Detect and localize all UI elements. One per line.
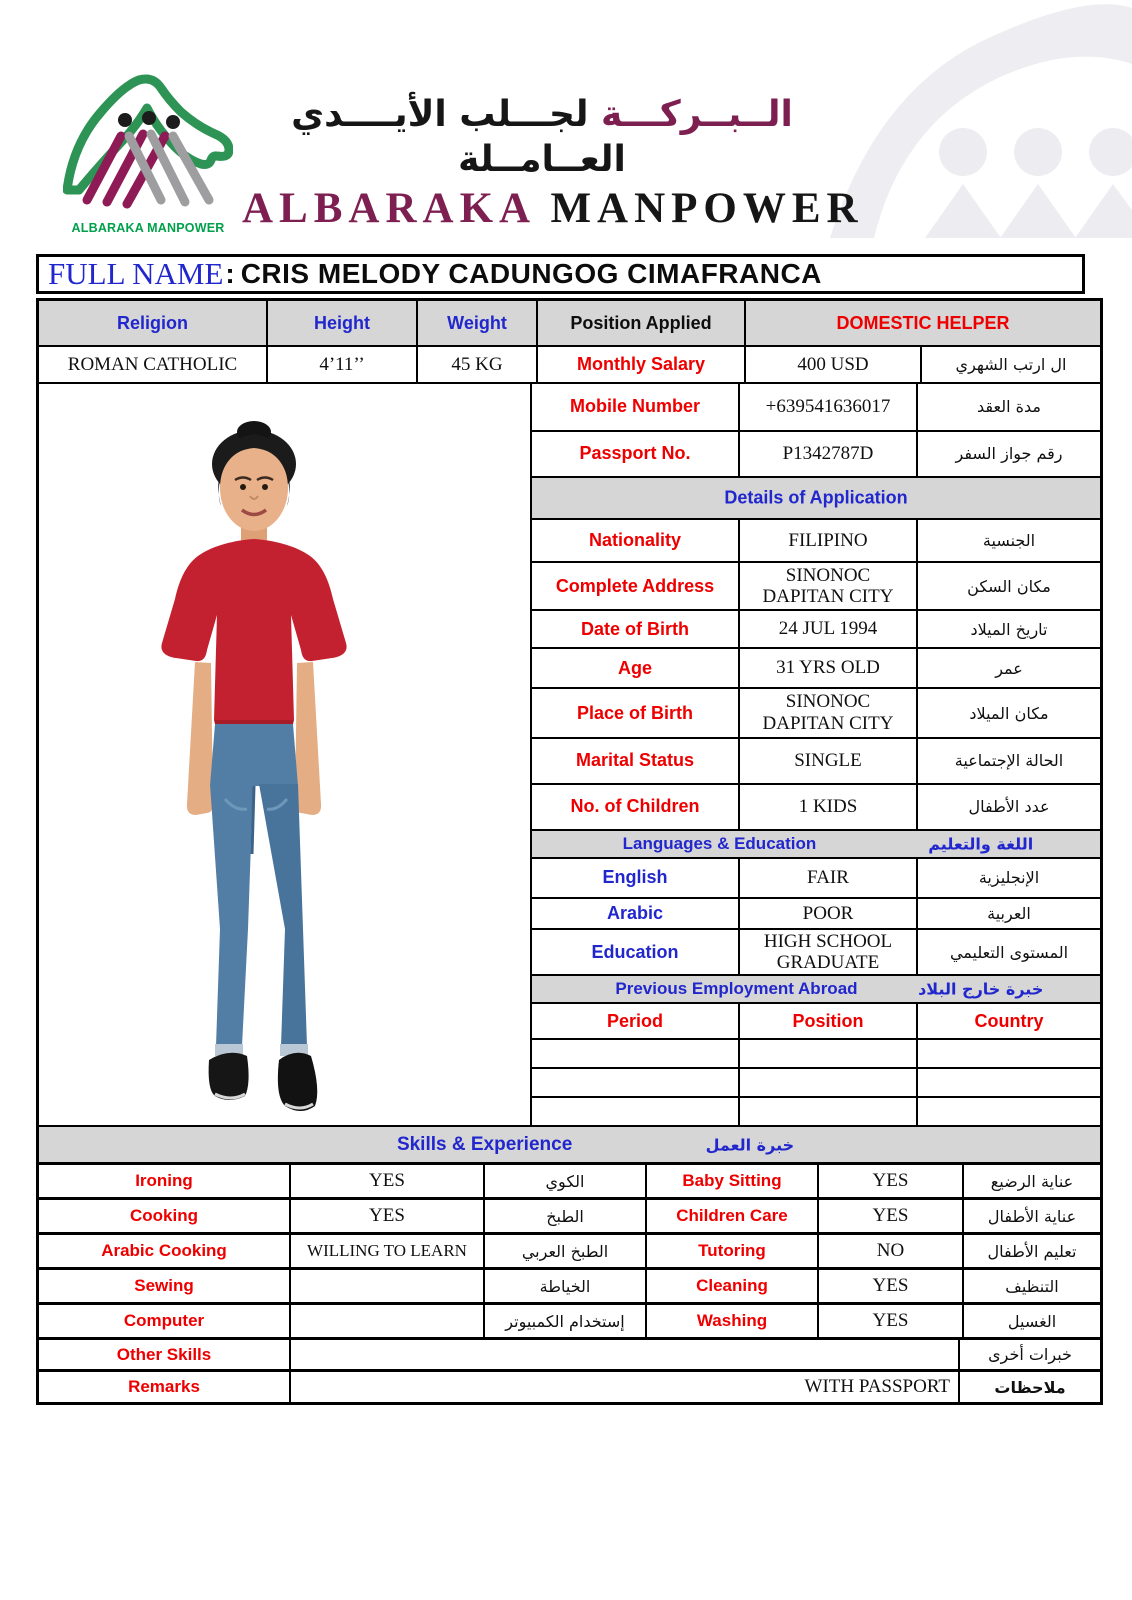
- employment-period-cell: [532, 1098, 738, 1125]
- cleaning-value: YES: [817, 1270, 962, 1302]
- applicant-photo: [39, 384, 530, 1125]
- religion-header: Religion: [117, 312, 188, 333]
- education-label: Education: [591, 941, 679, 962]
- field-row-mobile: [532, 384, 1100, 430]
- marital-label-ar: الحالة الإجتماعية: [916, 739, 1100, 783]
- brand-name-secondary: MANPOWER: [550, 185, 864, 232]
- remarks-label-ar: ملاحظات: [958, 1372, 1100, 1402]
- full-name-bar: [36, 254, 1085, 294]
- nationality-label-ar: الجنسية: [916, 520, 1100, 562]
- nationality-value: FILIPINO: [738, 520, 916, 562]
- brand-arabic-first-word: الــبــركـــة: [601, 94, 793, 135]
- mobile-number-label: Mobile Number: [569, 396, 700, 417]
- skills-section-title-ar: خبرة العمل: [705, 1135, 795, 1154]
- position-applied-header: Position Applied: [536, 301, 744, 345]
- marital-label: Marital Status: [575, 750, 695, 771]
- tutoring-label-ar: تعليم الأطفال: [962, 1235, 1100, 1267]
- field-row-education: [532, 928, 1100, 974]
- cleaning-label: Cleaning: [645, 1270, 817, 1302]
- other-skills-value: [289, 1340, 958, 1369]
- cooking-value: YES: [289, 1200, 483, 1232]
- cooking-label: Cooking: [130, 1206, 198, 1225]
- arabic-value: POOR: [738, 899, 916, 929]
- section-header-skills: [39, 1125, 1100, 1162]
- field-row-age: [532, 647, 1100, 687]
- employment-country-cell: [916, 1098, 1100, 1125]
- employment-position-cell: [738, 1098, 916, 1125]
- arabic-label-ar: العربية: [916, 899, 1100, 929]
- application-section-title: Details of Application: [724, 487, 908, 508]
- height-value: 4’11’’: [266, 347, 416, 382]
- age-label-ar: عمر: [916, 649, 1100, 687]
- skills-row-ironing-babysitting: [39, 1162, 1100, 1197]
- sewing-label-ar: الخياطة: [483, 1270, 645, 1302]
- brand-wordmark: [242, 92, 864, 233]
- passport-label-ar: رقم جواز السفر: [916, 432, 1100, 476]
- watermark-arch-graphic: [830, 0, 1132, 238]
- passport-label: Passport No.: [579, 443, 691, 464]
- employment-period-cell: [532, 1069, 738, 1096]
- dob-label-ar: تاريخ الميلاد: [916, 611, 1100, 647]
- details-panel: [530, 384, 1100, 1125]
- field-row-passport: [532, 430, 1100, 476]
- marital-value: SINGLE: [738, 739, 916, 783]
- arabic-cooking-value: WILLING TO LEARN: [289, 1235, 483, 1267]
- languages-section-title-ar: اللغة والتعليم: [928, 834, 1034, 854]
- logo-graphic: [63, 74, 233, 214]
- country-header: Country: [916, 1004, 1100, 1038]
- english-label-ar: الإنجليزية: [916, 859, 1100, 897]
- skills-row-cooking-childrencare: [39, 1197, 1100, 1232]
- nationality-label: Nationality: [588, 530, 681, 551]
- washing-label-ar: الغسيل: [962, 1305, 1100, 1337]
- field-row-english: [532, 857, 1100, 897]
- dob-label: Date of Birth: [581, 618, 689, 639]
- mobile-number-value: +639541636017: [738, 384, 916, 430]
- monthly-salary-label: Monthly Salary: [536, 347, 744, 382]
- computer-label: Computer: [123, 1311, 205, 1330]
- employment-position-cell: [738, 1040, 916, 1067]
- applicant-table: [36, 298, 1103, 1405]
- ironing-label-ar: الكوي: [483, 1165, 645, 1197]
- employment-header-row: [532, 1002, 1100, 1038]
- full-name-separator: :: [225, 258, 235, 289]
- pob-label-ar: مكان الميلاد: [916, 689, 1100, 737]
- brand-arabic-rest: لجـــلب الأيــــدي العــامــلة: [291, 94, 626, 180]
- field-row-marital: [532, 737, 1100, 783]
- remarks-label: Remarks: [128, 1377, 200, 1396]
- skills-row-sewing-cleaning: [39, 1267, 1100, 1302]
- skills-row-computer-washing: [39, 1302, 1100, 1337]
- children-value: 1 KIDS: [738, 785, 916, 829]
- period-header: Period: [606, 1010, 663, 1031]
- skills-row-arabiccooking-tutoring: [39, 1232, 1100, 1267]
- age-label: Age: [617, 657, 652, 678]
- employment-country-cell: [916, 1040, 1100, 1067]
- washing-label: Washing: [645, 1305, 817, 1337]
- employment-period-cell: [532, 1040, 738, 1067]
- section-header-employment: [532, 974, 1100, 1002]
- employment-empty-row: [532, 1067, 1100, 1096]
- computer-value: [289, 1305, 483, 1337]
- childrencare-value: YES: [817, 1200, 962, 1232]
- employment-empty-row: [532, 1038, 1100, 1067]
- education-label-ar: المستوى التعليمي: [916, 930, 1100, 974]
- children-label: No. of Children: [570, 796, 700, 817]
- brand-name-primary: ALBARAKA: [242, 185, 534, 232]
- other-skills-label-ar: خبرات أخرى: [958, 1340, 1100, 1369]
- position-header: Position: [738, 1004, 916, 1038]
- childrencare-label: Children Care: [645, 1200, 817, 1232]
- age-value: 31 YRS OLD: [738, 649, 916, 687]
- skills-section-title: Skills & Experience: [396, 1133, 573, 1155]
- employment-position-cell: [738, 1069, 916, 1096]
- arabic-label: Arabic: [606, 903, 664, 923]
- address-label-ar: مكان السكن: [916, 563, 1100, 609]
- children-label-ar: عدد الأطفال: [916, 785, 1100, 829]
- address-value: SINONOC DAPITAN CITY: [738, 563, 916, 609]
- sewing-label: Sewing: [134, 1276, 194, 1295]
- babysitting-label-ar: عناية الرضيع: [962, 1165, 1100, 1197]
- height-header: Height: [266, 301, 416, 345]
- employment-section-title-ar: خبرة خارج البلاد: [918, 979, 1044, 999]
- monthly-salary-label-ar: ال ارتب الشهري: [920, 347, 1100, 382]
- passport-value: P1342787D: [738, 432, 916, 476]
- mobile-number-label-ar: مدة العقد: [916, 384, 1100, 430]
- ironing-value: YES: [289, 1165, 483, 1197]
- brand-arabic-name: [242, 92, 842, 182]
- field-row-nationality: [532, 518, 1100, 562]
- photo-and-details-row: [39, 382, 1100, 1125]
- other-skills-label: Other Skills: [116, 1344, 212, 1364]
- education-value: HIGH SCHOOL GRADUATE: [738, 930, 916, 974]
- field-row-pob: [532, 687, 1100, 737]
- applicant-photo-figure: [39, 384, 530, 1127]
- brand-latin-name: [242, 184, 864, 233]
- top-header-row: [39, 301, 1100, 345]
- position-applied-value: DOMESTIC HELPER: [744, 301, 1100, 345]
- other-skills-row: [39, 1337, 1100, 1369]
- logo-caption: ALBARAKA MANPOWER: [71, 221, 225, 235]
- ironing-label: Ironing: [135, 1171, 193, 1190]
- full-name-label: FULL NAME: [48, 256, 224, 291]
- arabic-cooking-label-ar: الطبخ العربي: [483, 1235, 645, 1267]
- arabic-cooking-label: Arabic Cooking: [101, 1241, 227, 1260]
- pob-value: SINONOC DAPITAN CITY: [738, 689, 916, 737]
- section-header-application: [532, 476, 1100, 518]
- monthly-salary-value: 400 USD: [744, 347, 920, 382]
- washing-value: YES: [817, 1305, 962, 1337]
- field-row-arabic: [532, 897, 1100, 929]
- tutoring-value: NO: [817, 1235, 962, 1267]
- computer-label-ar: إستخدام الكمبيوتر: [483, 1305, 645, 1337]
- babysitting-label: Baby Sitting: [645, 1165, 817, 1197]
- english-value: FAIR: [738, 859, 916, 897]
- employment-country-cell: [916, 1069, 1100, 1096]
- weight-header: Weight: [416, 301, 536, 345]
- employment-section-title: Previous Employment Abroad: [615, 979, 858, 999]
- weight-value: 45 KG: [416, 347, 536, 382]
- section-header-languages: [532, 829, 1100, 857]
- english-label: English: [602, 867, 668, 888]
- pob-label: Place of Birth: [576, 702, 694, 723]
- vitals-row: [39, 345, 1100, 382]
- cleaning-label-ar: التنظيف: [962, 1270, 1100, 1302]
- employment-empty-row: [532, 1096, 1100, 1125]
- remarks-row: [39, 1369, 1100, 1402]
- field-row-dob: [532, 609, 1100, 647]
- remarks-value: WITH PASSPORT: [289, 1372, 958, 1402]
- full-name-value: CRIS MELODY CADUNGOG CIMAFRANCA: [240, 258, 822, 289]
- babysitting-value: YES: [817, 1165, 962, 1197]
- religion-value: ROMAN CATHOLIC: [67, 353, 238, 375]
- tutoring-label: Tutoring: [645, 1235, 817, 1267]
- field-row-children: [532, 783, 1100, 829]
- childrencare-label-ar: عناية الأطفال: [962, 1200, 1100, 1232]
- cooking-label-ar: الطبخ: [483, 1200, 645, 1232]
- languages-section-title: Languages & Education: [622, 833, 817, 853]
- address-label: Complete Address: [555, 575, 715, 596]
- sewing-value: [289, 1270, 483, 1302]
- dob-value: 24 JUL 1994: [738, 611, 916, 647]
- field-row-address: [532, 561, 1100, 609]
- company-logo: [60, 74, 236, 235]
